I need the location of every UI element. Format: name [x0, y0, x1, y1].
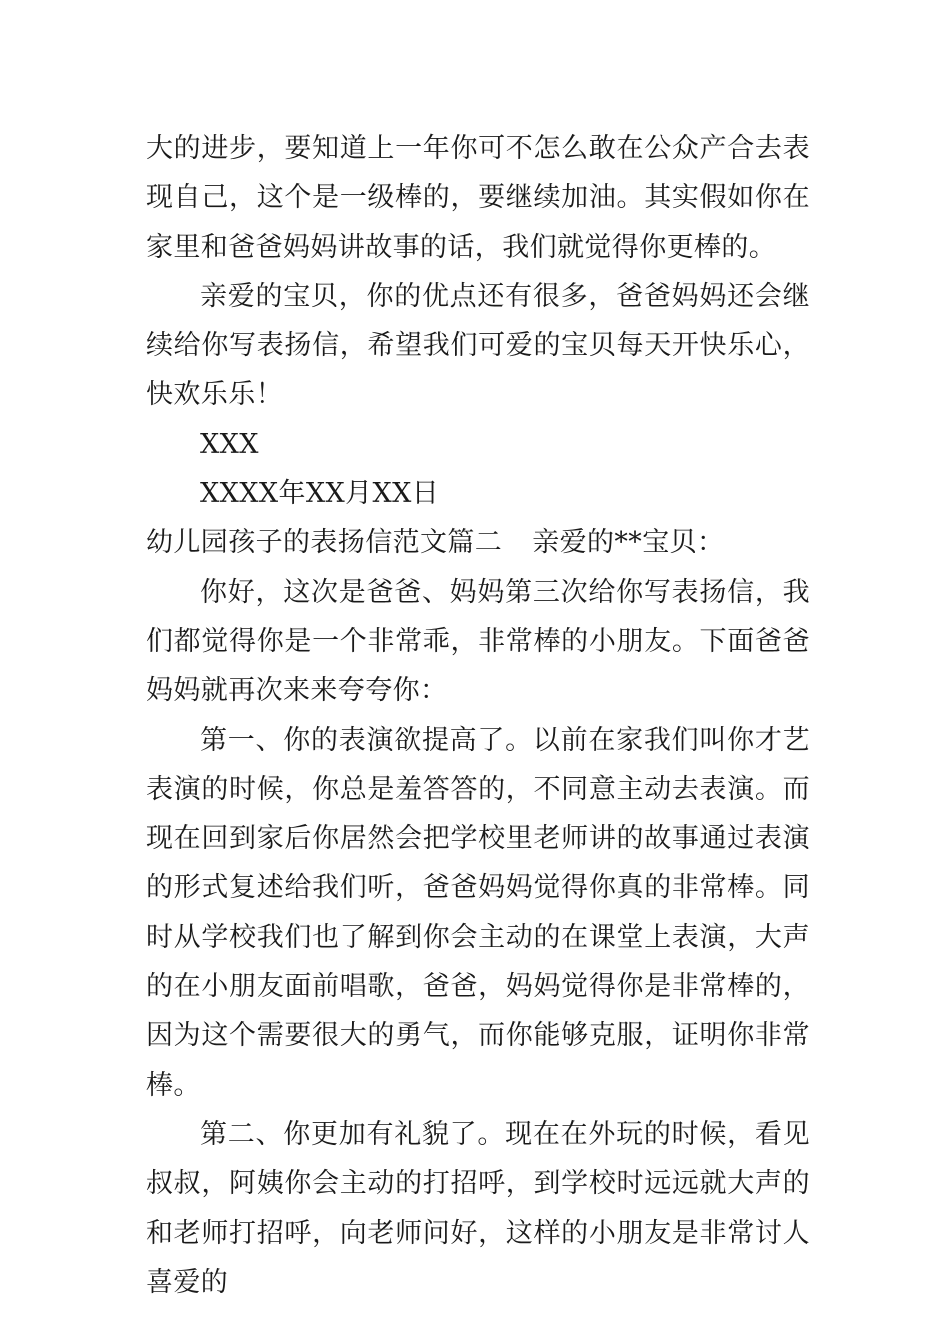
letter-paragraph-intro: 你好，这次是爸爸、妈妈第三次给你写表扬信，我们都觉得你是一个非常乖，非常棒的小朋友。下面爸爸妈妈就再次来来夸夸你： — [146, 576, 810, 707]
letter-greeting: 亲爱的**宝贝： — [532, 527, 725, 559]
document-body — [146, 124, 810, 1307]
closing-paragraph: 亲爱的宝贝，你的优点还有很多，爸爸妈妈还会继续给你写表扬信，希望我们可爱的宝贝每天开快乐心，快欢乐乐！ — [146, 280, 810, 411]
signature-date: XXXX年XX月XX日 — [200, 478, 440, 510]
signature-name: XXX — [200, 428, 259, 460]
section-heading-line — [146, 518, 810, 567]
letter-paragraph-first: 第一、你的表演欲提高了。以前在家我们叫你才艺表演的时候，你总是羞答答的，不同意主动去表演。而现在回到家后你居然会把学校里老师讲的故事通过表演的形式复述给我们听，爸爸妈妈觉得你真的非常棒。同时从学校我们也了解到你会主动的在课堂上表演，大声的在小朋友面前唱歌，爸爸，妈妈觉得你是非常棒的，因为这个需要很大的勇气，而你能够克服，证明你非常棒。 — [146, 724, 810, 1101]
section-title: 幼儿园孩子的表扬信范文篇二 — [146, 527, 503, 559]
continuation-paragraph: 大的进步，要知道上一年你可不怎么敢在公众产合去表现自己，这个是一级棒的，要继续加油。其实假如你在家里和爸爸妈妈讲故事的话，我们就觉得你更棒的。 — [146, 133, 810, 263]
letter-paragraph-second: 第二、你更加有礼貌了。现在在外玩的时候，看见叔叔，阿姨你会主动的打招呼，到学校时远远就大声的和老师打招呼，向老师问好，这样的小朋友是非常讨人喜爱的 — [146, 1118, 810, 1298]
